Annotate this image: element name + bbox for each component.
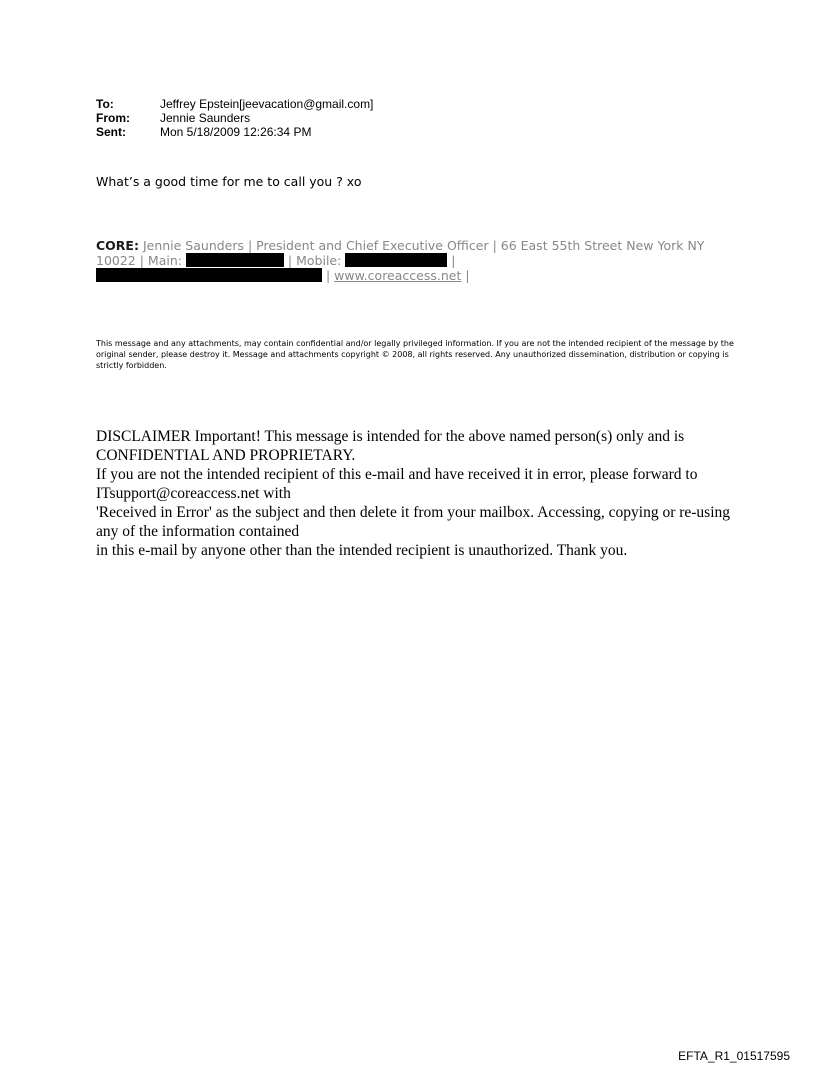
signature-sep: | bbox=[322, 268, 335, 283]
signature-mobile-label: | Mobile: bbox=[283, 253, 346, 268]
document-id: EFTA_R1_01517595 bbox=[678, 1049, 790, 1063]
email-signature bbox=[96, 238, 736, 283]
disclaimer-line2: If you are not the intended recipient of this e-mail and have received it in error, please forward to ITsupport@coreaccess.net with bbox=[96, 466, 698, 502]
signature-trail: | bbox=[461, 268, 470, 283]
disclaimer-line3: 'Received in Error' as the subject and then delete it from your mailbox. Accessing, copying or re-using any of the information contained bbox=[96, 504, 731, 540]
from-value: Jennie Saunders bbox=[160, 111, 251, 125]
signature-after-mobile: | bbox=[447, 253, 456, 268]
email-headers bbox=[96, 97, 373, 139]
disclaimer-block bbox=[96, 427, 736, 560]
message-body: What’s a good time for me to call you ? xo bbox=[96, 174, 362, 189]
redaction-mobile-phone bbox=[345, 253, 447, 267]
sent-label: Sent: bbox=[96, 125, 126, 139]
redaction-email bbox=[96, 268, 322, 282]
sent-value: Mon 5/18/2009 12:26:34 PM bbox=[160, 125, 312, 139]
to-row bbox=[96, 97, 373, 111]
to-label: To: bbox=[96, 97, 114, 111]
disclaimer-line1: DISCLAIMER Important! This message is intended for the above named person(s) only and is CONFIDENTIAL AND PROPRIETARY. bbox=[96, 428, 685, 464]
from-row bbox=[96, 111, 373, 125]
sent-row bbox=[96, 125, 373, 139]
redaction-main-phone bbox=[186, 253, 284, 267]
confidentiality-notice: This message and any attachments, may contain confidential and/or legally privileged information. If you are not the intended recipient of the message by the original sender, please destroy it. Message and attachments copyright © 2008, all rights reserved. Any unauthorized dissemination, distribution or copying is strictly forbidden. bbox=[96, 339, 734, 370]
signature-company: CORE: bbox=[96, 238, 139, 253]
disclaimer-line4: in this e-mail by anyone other than the intended recipient is unauthorized. Thank you. bbox=[96, 542, 628, 559]
website-link[interactable]: www.coreaccess.net bbox=[334, 268, 462, 283]
signature-line1: Jennie Saunders | President and Chief Executive Officer | 66 East 55th Street New York NY 10022 | Main: bbox=[96, 238, 705, 268]
to-value: Jeffrey Epstein[jeevacation@gmail.com] bbox=[160, 97, 374, 111]
from-label: From: bbox=[96, 111, 130, 125]
